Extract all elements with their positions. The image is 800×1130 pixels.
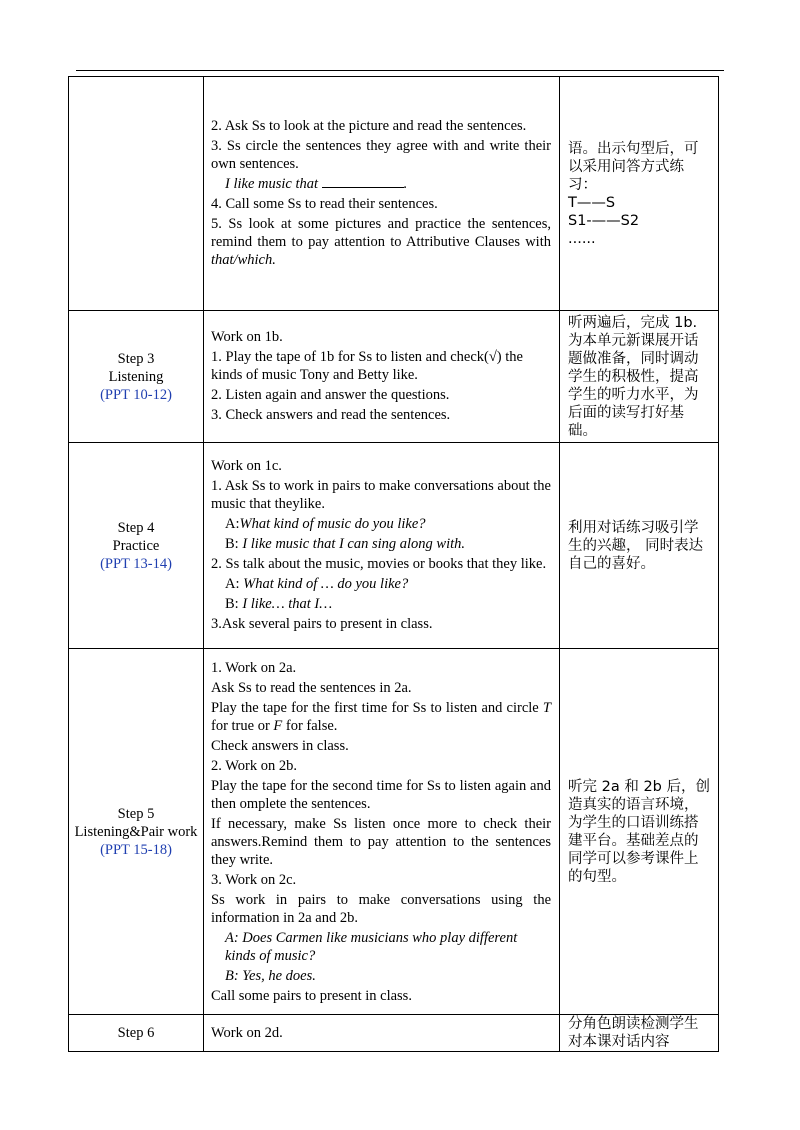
content-line: 2. Work on 2b. [211,757,297,774]
lesson-plan-table [68,76,719,1052]
step-ppt: (PPT 13-14) [100,555,172,572]
step-cell [69,443,204,649]
content-line: 2. Ask Ss to look at the picture and read the sentences. [211,117,527,134]
content-line: 2. Listen again and answer the questions. [211,386,450,403]
content-cell [204,311,560,443]
content-line: 1. Work on 2a. [211,659,297,676]
note-line: 分角色朗读检测学生对本课对话内容 [568,1016,699,1050]
step-cell [69,1015,204,1052]
content-line: 3. Work on 2c. [211,871,297,888]
content-cell [204,443,560,649]
content-line: Ask Ss to read the sentences in 2a. [211,679,412,696]
content-line: A:What kind of music do you like? [225,515,426,532]
step-name: Listening&Pair work [74,823,198,840]
step-cell [69,649,204,1015]
content-line: B: I like music that I can sing along with. [225,535,466,552]
table-row [69,649,719,1015]
content-line: 5. Ss look at some pictures and practice the sentences, remind them to pay attention to Attributive Clauses with that/which. [211,215,551,268]
note-cell [560,443,719,649]
note-cell [560,1015,719,1052]
content-line: Play the tape for the first time for Ss to listen and circle T for true or F for false. [211,699,551,734]
note-line: T——S [568,194,616,211]
content-line: 3. Check answers and read the sentences. [211,406,451,423]
content-line: B: Yes, he does. [225,967,316,984]
step-title: Step 3 [117,350,155,367]
note-cell [560,311,719,443]
content-line: If necessary, make Ss listen once more to check their answers.Remind them to pay attention to the sentences they write. [211,815,551,868]
content-line: 1. Ask Ss to work in pairs to make conversations about the music that theylike. [211,477,551,512]
step-ppt: (PPT 15-18) [100,841,172,858]
step-cell [69,311,204,443]
content-cell [204,1015,560,1052]
header-rule [76,70,724,71]
note-line: S1-——S2 [568,212,640,229]
content-line: A: What kind of … do you like? [225,575,409,592]
content-line: 4. Call some Ss to read their sentences. [211,195,438,212]
content-line: Check answers in class. [211,737,349,754]
note-line: 语。出示句型后，可以采用问答方式练习： [568,140,699,193]
content-line: I like music that . [225,175,408,192]
step-name: Listening [108,368,164,385]
content-line: 1. Play the tape of 1b for Ss to listen and check(√) the kinds of music Tony and Betty like. [211,348,523,383]
content-line: Work on 1c. [211,457,282,474]
table-row [69,311,719,443]
content-line: B: I like… that I… [225,595,333,612]
content-line: Work on 1b. [211,328,283,345]
note-cell [560,649,719,1015]
table-row [69,77,719,311]
note-line: 听完 2a 和 2b 后，创造真实的语言环境，为学生的口语训练搭建平台。基础差点的同学可以参考课件上的句型。 [568,778,710,885]
table-row [69,443,719,649]
content-line: 3.Ask several pairs to present in class. [211,615,433,632]
note-line: 利用对话练习吸引学生的兴趣， 同时表达自己的喜好。 [568,519,704,572]
content-line: 3. Ss circle the sentences they agree with and write their own sentences. [211,137,551,172]
note-line: 听两遍后，完成 1b.为本单元新课展开话题做准备，同时调动学生的积极性，提高学生的听力水平，为后面的读写打好基础。 [568,314,699,439]
note-cell [560,77,719,311]
content-line: A: Does Carmen like musicians who play different kinds of music? [225,929,518,964]
step-title: Step 5 [117,805,155,822]
content-line: 2. Ss talk about the music, movies or books that they like. [211,555,547,572]
step-title: Step 6 [117,1025,155,1041]
content-line: Work on 2d. [211,1025,283,1041]
content-line: Play the tape for the second time for Ss to listen again and then omplete the sentences. [211,777,551,812]
step-name: Practice [112,537,160,554]
step-cell [69,77,204,311]
note-line: ...... [568,230,596,247]
content-cell [204,649,560,1015]
step-title: Step 4 [117,519,155,536]
content-cell [204,77,560,311]
table-row [69,1015,719,1052]
content-line: Ss work in pairs to make conversations using the information in 2a and 2b. [211,891,551,926]
step-ppt: (PPT 10-12) [100,386,172,403]
content-line: Call some pairs to present in class. [211,987,412,1004]
answer-blank [322,175,404,188]
